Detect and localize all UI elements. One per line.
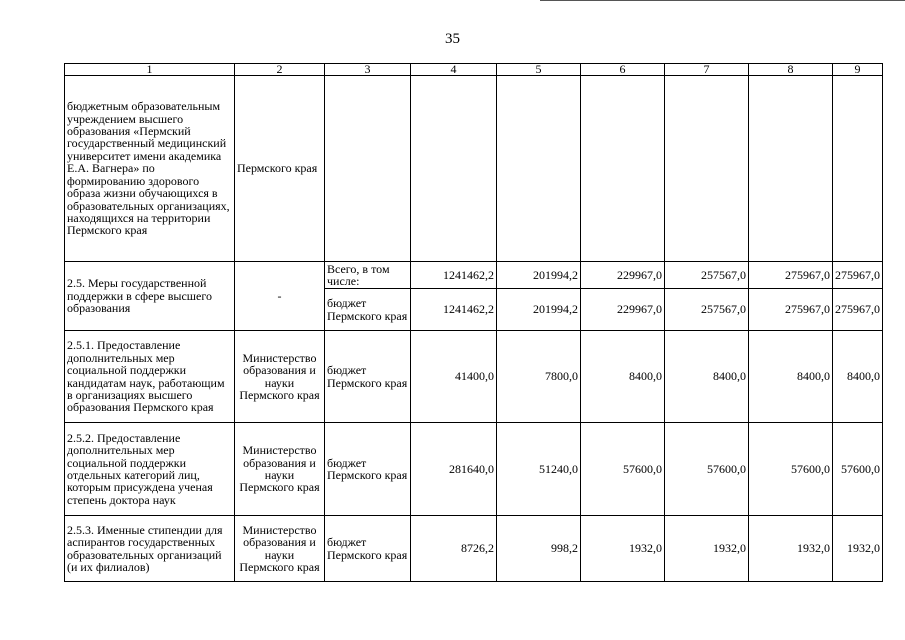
value-year: 275967,0 bbox=[833, 262, 883, 289]
cell-empty bbox=[665, 76, 749, 262]
value-year: 229967,0 bbox=[581, 262, 665, 289]
column-number-row bbox=[65, 64, 883, 76]
cell-empty bbox=[833, 76, 883, 262]
row-source: бюджет Пермского края bbox=[325, 516, 411, 582]
value-year: 57600,0 bbox=[749, 423, 833, 516]
value-year: 998,2 bbox=[497, 516, 581, 582]
table-row bbox=[65, 423, 883, 516]
table-row bbox=[65, 516, 883, 582]
page-number: 35 bbox=[445, 31, 460, 47]
col-header: 3 bbox=[325, 64, 411, 76]
table-row bbox=[65, 76, 883, 262]
value-year: 257567,0 bbox=[665, 262, 749, 289]
row-description: бюджетным образовательным учреждением высшего образования «Пермский государственный медицинский университет имени академика Е.А. Вагнера» по формированию здорового образа жизни обучающихся в образовательных организациях, находящихся на территории Пермского края bbox=[65, 76, 235, 262]
value-year: 275967,0 bbox=[749, 289, 833, 331]
col-header: 8 bbox=[749, 64, 833, 76]
value-year: 1932,0 bbox=[833, 516, 883, 582]
col-header: 5 bbox=[497, 64, 581, 76]
col-header: 6 bbox=[581, 64, 665, 76]
value-year: 8400,0 bbox=[833, 331, 883, 423]
value-year: 201994,2 bbox=[497, 289, 581, 331]
value-year: 201994,2 bbox=[497, 262, 581, 289]
col-header: 1 bbox=[65, 64, 235, 76]
row-source: бюджет Пермского края bbox=[325, 423, 411, 516]
col-header: 9 bbox=[833, 64, 883, 76]
value-year: 8400,0 bbox=[581, 331, 665, 423]
row-source: бюджет Пермского края bbox=[325, 289, 411, 331]
scan-edge-line bbox=[540, 0, 905, 2]
value-year: 57600,0 bbox=[833, 423, 883, 516]
row-description: 2.5.1. Предоставление дополнительных мер социальной поддержки кандидатам наук, работающим в организациях высшего образования Пермского края bbox=[65, 331, 235, 423]
col-header: 2 bbox=[235, 64, 325, 76]
value-year: 57600,0 bbox=[665, 423, 749, 516]
value-year: 1932,0 bbox=[581, 516, 665, 582]
cell-empty bbox=[749, 76, 833, 262]
row-responsible: Министерство образования и науки Пермского края bbox=[235, 331, 325, 423]
value-year: 275967,0 bbox=[833, 289, 883, 331]
row-description: 2.5.3. Именные стипендии для аспирантов государственных образовательных организаций (и их филиалов) bbox=[65, 516, 235, 582]
row-responsible: Министерство образования и науки Пермского края bbox=[235, 423, 325, 516]
row-source: Всего, в том числе: bbox=[325, 262, 411, 289]
value-total: 8726,2 bbox=[411, 516, 497, 582]
cell-empty bbox=[497, 76, 581, 262]
row-responsible: - bbox=[235, 262, 325, 331]
value-year: 8400,0 bbox=[749, 331, 833, 423]
value-year: 51240,0 bbox=[497, 423, 581, 516]
value-total: 1241462,2 bbox=[411, 262, 497, 289]
row-responsible: Пермского края bbox=[235, 76, 325, 262]
row-description: 2.5. Меры государственной поддержки в сфере высшего образования bbox=[65, 262, 235, 331]
col-header: 4 bbox=[411, 64, 497, 76]
table-row bbox=[65, 331, 883, 423]
col-header: 7 bbox=[665, 64, 749, 76]
value-total: 281640,0 bbox=[411, 423, 497, 516]
row-responsible: Министерство образования и науки Пермского края bbox=[235, 516, 325, 582]
budget-table bbox=[64, 63, 883, 582]
value-year: 257567,0 bbox=[665, 289, 749, 331]
table-row bbox=[65, 262, 883, 289]
value-year: 8400,0 bbox=[665, 331, 749, 423]
value-year: 275967,0 bbox=[749, 262, 833, 289]
value-year: 229967,0 bbox=[581, 289, 665, 331]
value-year: 1932,0 bbox=[665, 516, 749, 582]
value-total: 1241462,2 bbox=[411, 289, 497, 331]
value-year: 7800,0 bbox=[497, 331, 581, 423]
row-source: бюджет Пермского края bbox=[325, 331, 411, 423]
value-year: 1932,0 bbox=[749, 516, 833, 582]
cell-empty bbox=[411, 76, 497, 262]
row-description: 2.5.2. Предоставление дополнительных мер социальной поддержки отдельных категорий лиц, которым присуждена ученая степень доктора наук bbox=[65, 423, 235, 516]
value-total: 41400,0 bbox=[411, 331, 497, 423]
cell-empty bbox=[325, 76, 411, 262]
cell-empty bbox=[581, 76, 665, 262]
value-year: 57600,0 bbox=[581, 423, 665, 516]
